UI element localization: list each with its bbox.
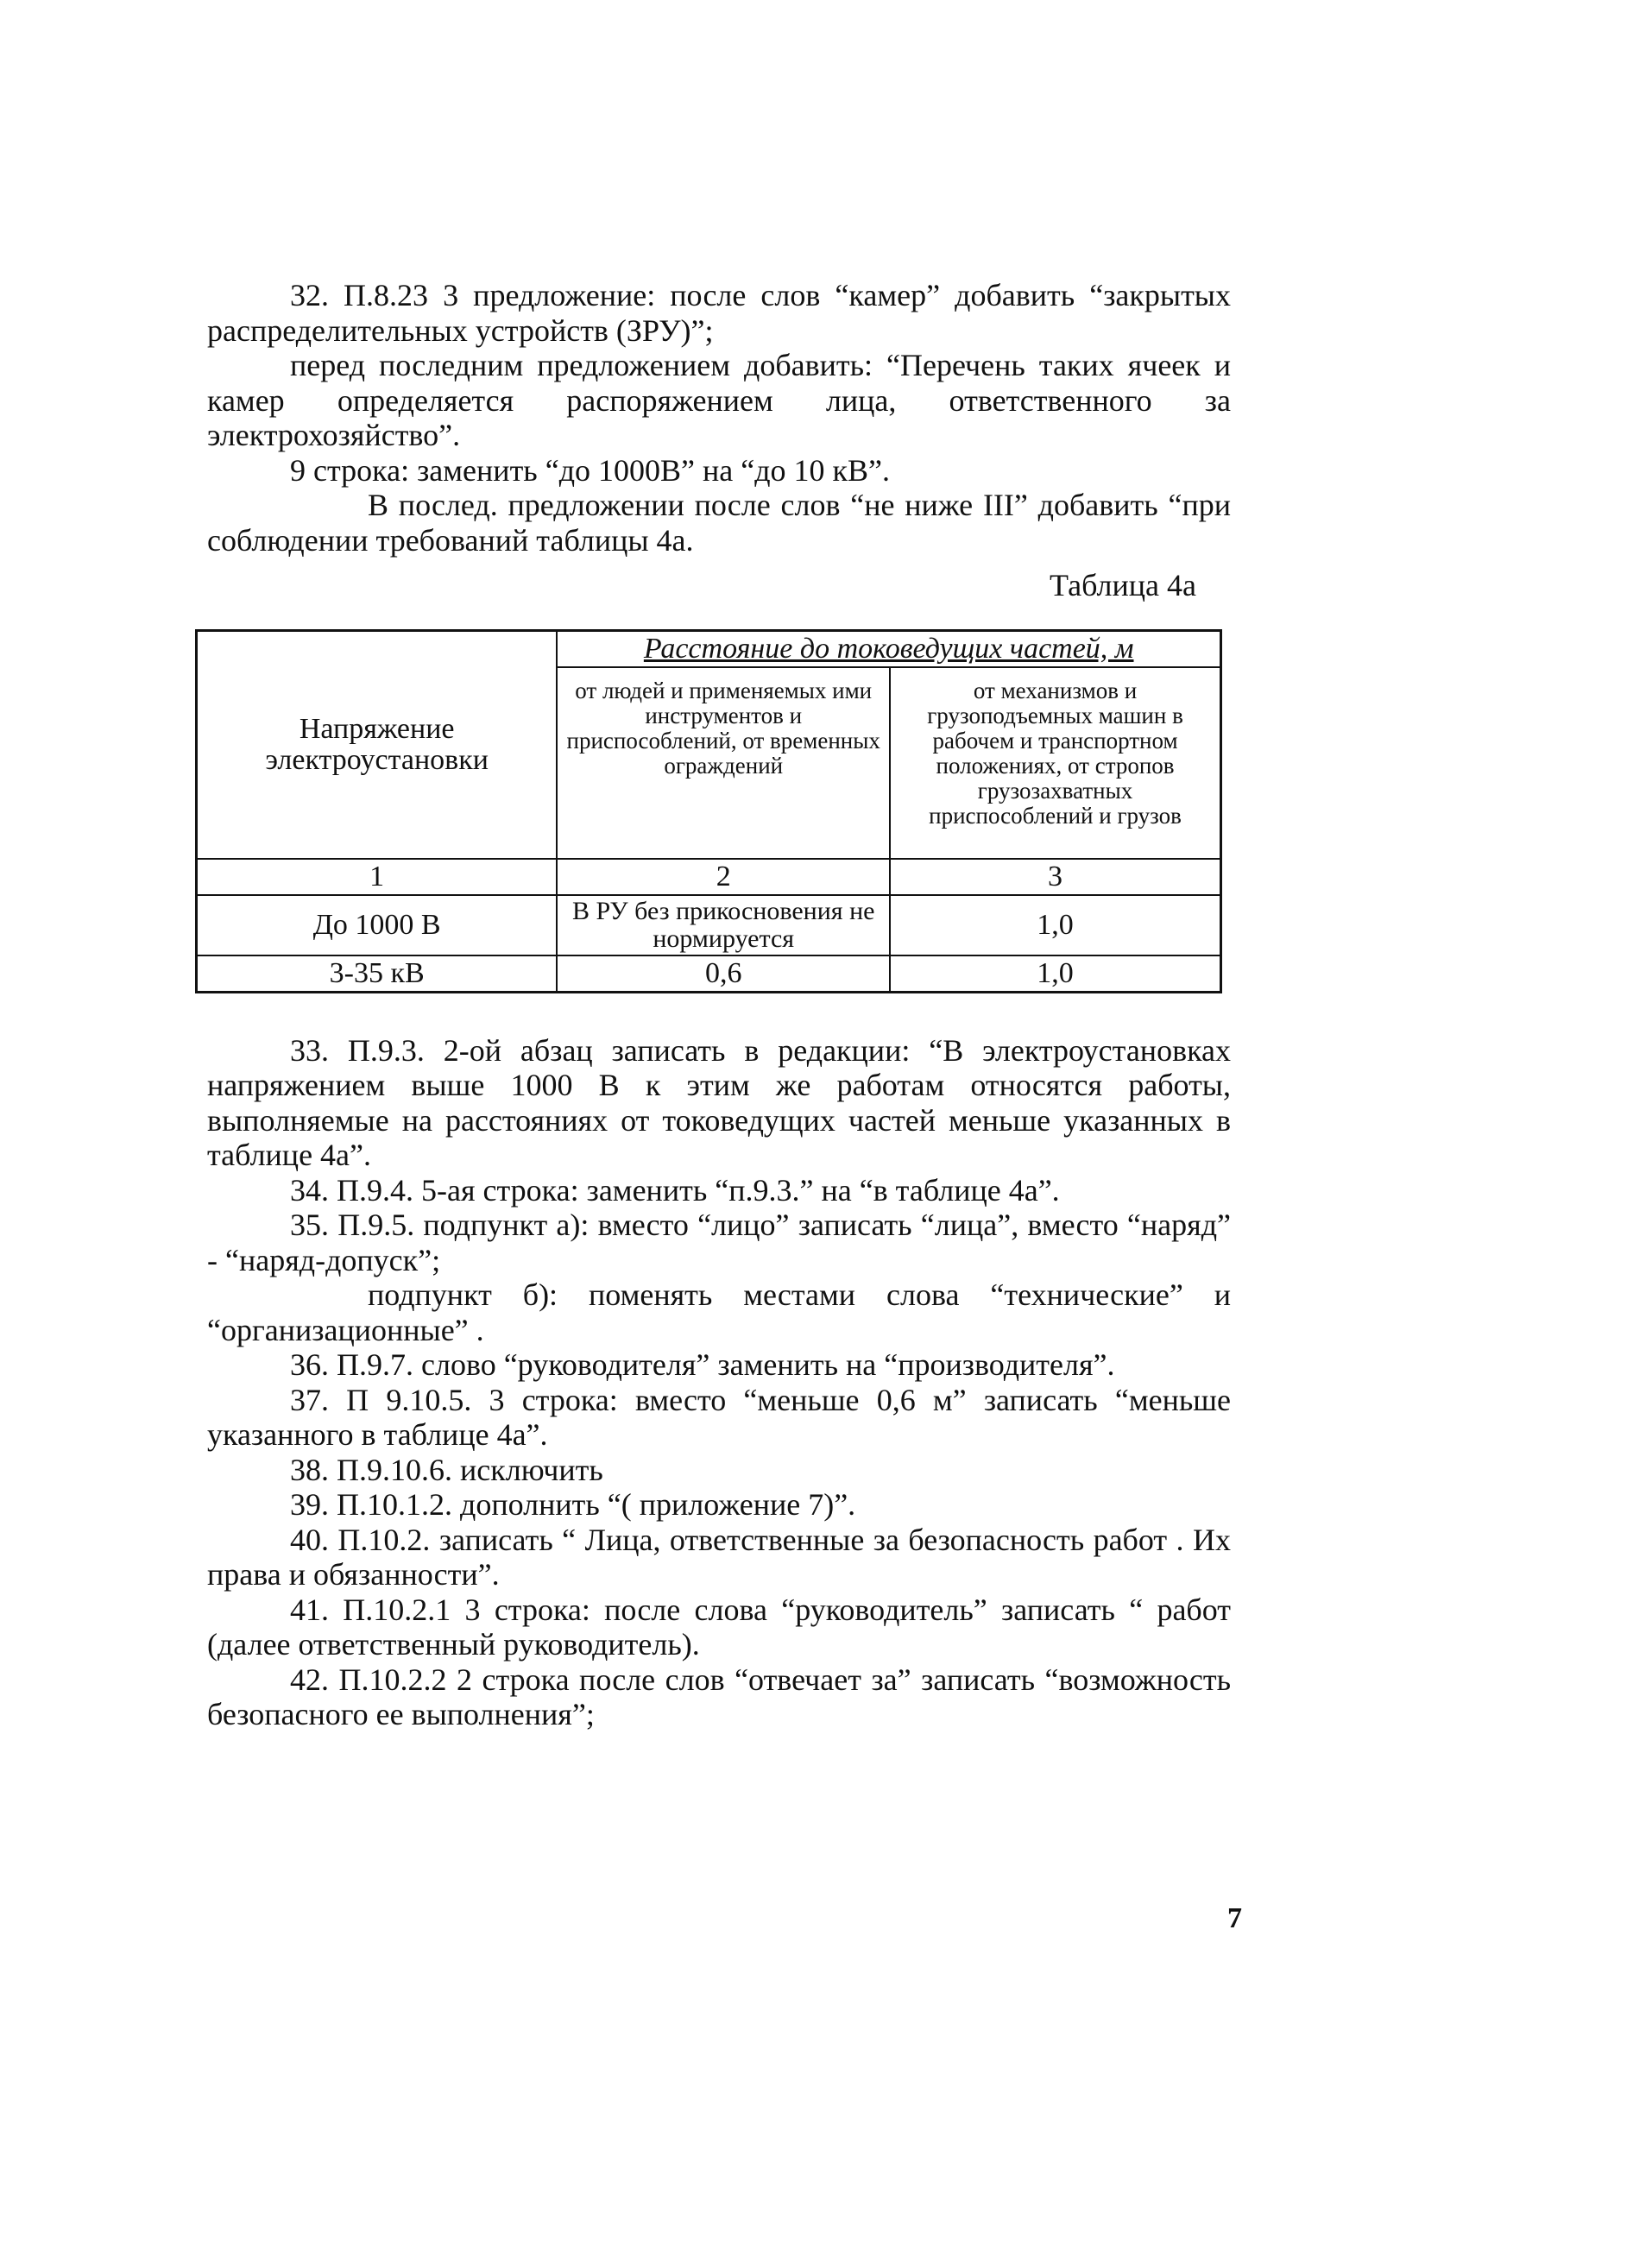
people-distance-cell: 0,6	[557, 955, 890, 993]
paragraph-37: 37. П 9.10.5. 3 строка: вместо “меньше 0,6 м” записать “меньше указанного в таблице 4а”.	[207, 1382, 1231, 1452]
distance-norms-table	[195, 629, 1222, 993]
machines-column-header: от механизмов и грузоподъемных машин в рабочем и транспортном положениях, от стропов грузозахватных приспособлений и грузов	[890, 667, 1220, 859]
paragraph-32-last-sentence: В послед. предложении после слов “не ниже III” добавить “при соблюдении требований таблицы 4а.	[207, 488, 1231, 558]
paragraph-32: 32. П.8.23 3 предложение: после слов “камер” добавить “закрытых распределительных устройств (ЗРУ)”;	[207, 278, 1231, 348]
column-number: 2	[557, 859, 890, 895]
page-number: 7	[1227, 1902, 1242, 1934]
table-row	[197, 895, 1221, 955]
paragraph-42: 42. П.10.2.2 2 строка после слов “отвечает за” записать “возможность безопасного ее выполнения”;	[207, 1662, 1231, 1731]
paragraph-32-addition: перед последним предложением добавить: “Перечень таких ячеек и камер определяется распоряжением лица, ответственного за электрохозяйство”.	[207, 348, 1231, 452]
paragraph-35: 35. П.9.5. подпункт а): вместо “лицо” записать “лица”, вместо “наряд” - “наряд-допуск”;	[207, 1208, 1231, 1277]
table-title: Таблица 4а	[1050, 568, 1196, 602]
voltage-cell: 3-35 кВ	[197, 955, 558, 993]
column-number-row	[197, 859, 1221, 895]
column-number: 1	[197, 859, 558, 895]
paragraph-32-line9: 9 строка: заменить “до 1000В” на “до 10 кВ”.	[290, 452, 891, 488]
paragraph-34: 34. П.9.4. 5-ая строка: заменить “п.9.3.” на “в таблице 4а”.	[290, 1172, 1060, 1208]
table-header-row	[197, 630, 1221, 667]
table-row	[197, 955, 1221, 993]
paragraph-40: 40. П.10.2. записать “ Лица, ответственные за безопасность работ . Их права и обязанности”.	[207, 1522, 1231, 1592]
paragraph-33: 33. П.9.3. 2-ой абзац записать в редакции: “В электроустановках напряжением выше 1000 В к этим же работам относятся работы, выполняемые на расстояниях от токоведущих частей меньше указанных в таблице 4а”.	[207, 1032, 1231, 1172]
paragraph-35-subitem-b: подпункт б): поменять местами слова “технические” и “организационные” .	[207, 1277, 1231, 1347]
voltage-column-header: Напряжение электроустановки	[197, 630, 558, 859]
paragraph-39: 39. П.10.1.2. дополнить “( приложение 7)”.	[290, 1487, 856, 1522]
document-body	[207, 278, 1231, 1732]
paragraph-38: 38. П.9.10.6. исключить	[290, 1452, 603, 1487]
people-distance-cell: В РУ без прикосновения не нормируется	[557, 895, 890, 955]
machines-distance-cell: 1,0	[890, 895, 1220, 955]
paragraph-36: 36. П.9.7. слово “руководителя” заменить на “производителя”.	[290, 1347, 1115, 1382]
paragraph-41: 41. П.10.2.1 3 строка: после слова “руководитель” записать “ работ (далее ответственный руководитель).	[207, 1592, 1231, 1662]
machines-distance-cell: 1,0	[890, 955, 1220, 993]
people-column-header: от людей и применяемых ими инструментов и приспособлений, от временных ограждений	[557, 667, 890, 859]
voltage-cell: До 1000 В	[197, 895, 558, 955]
column-number: 3	[890, 859, 1220, 895]
distance-group-header: Расстояние до токоведущих частей, м	[557, 630, 1220, 667]
